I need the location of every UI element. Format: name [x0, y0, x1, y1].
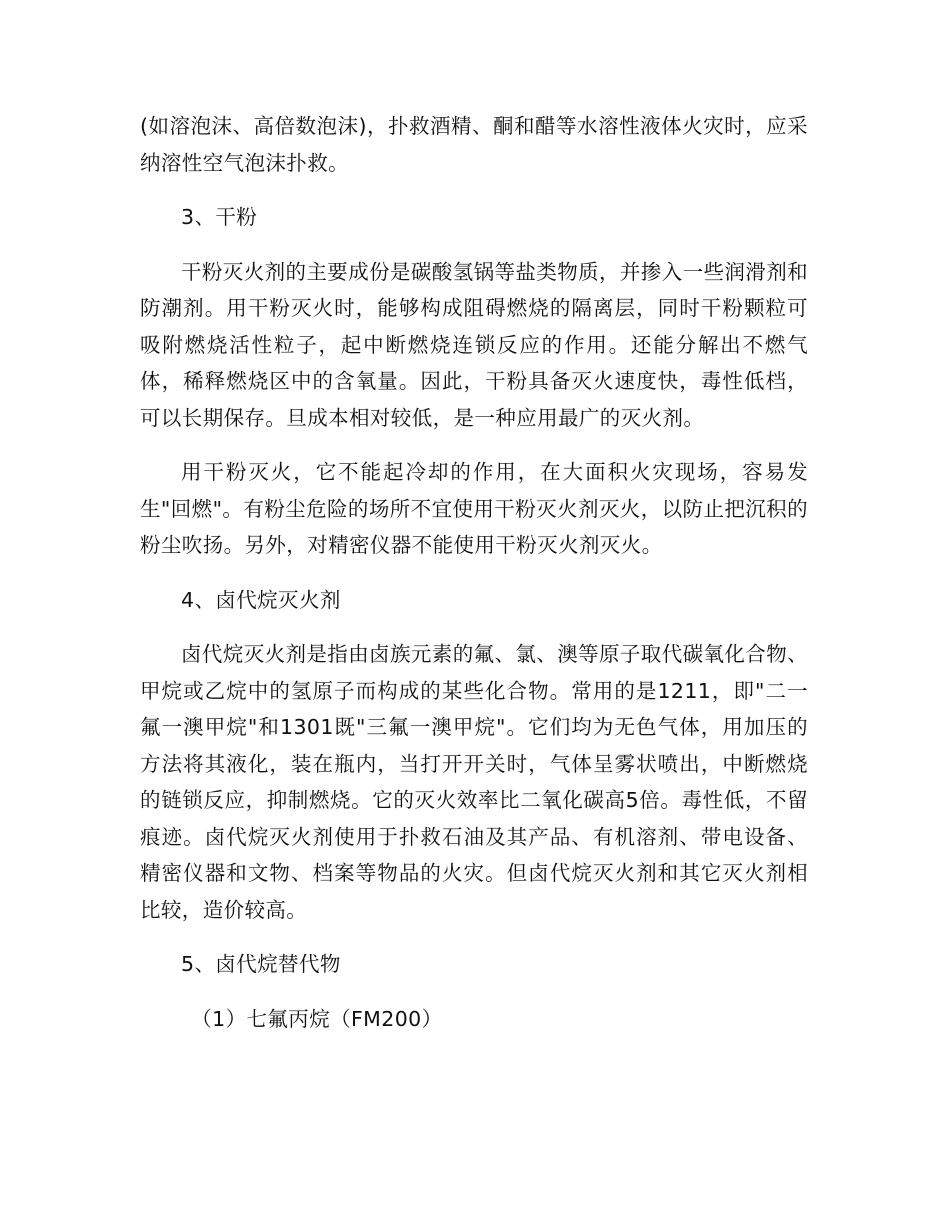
section-heading-dry-powder: 3、干粉	[181, 205, 258, 229]
paragraph-halon-description: 卤代烷灭火剂是指由卤族元素的氟、氯、澳等原子取代碳氧化合物、甲烷或乙烷中的氢原子而构成的某些化合物。常用的是1211，即"二一氟一澳甲烷"和1301既"三氟一澳甲烷"。它们均为无色气体，用加压的方法将其液化，装在瓶内，当打开开关时，气体呈雾状喷出，中断燃烧的链锁反应，抑制燃烧。它的灭火效率比二氧化碳高5倍。毒性低，不留痕迹。卤代烷灭火剂使用于扑救石油及其产品、有机溶剂、带电设备、精密仪器和文物、档案等物品的火灾。但卤代烷灭火剂和其它灭火剂相比较，造价较高。	[140, 642, 808, 922]
paragraph-dry-powder-composition: 干粉灭火剂的主要成份是碳酸氢锅等盐类物质，并掺入一些润滑剂和防潮剂。用干粉灭火时，能够构成阻碍燃烧的隔离层，同时干粉颗粒可吸附燃烧活性粒子，起中断燃烧连锁反应的作用。还能分解出不燃气体，稀释燃烧区中的含氧量。因此，干粉具备灭火速度快，毒性低档，可以长期保存。旦成本相对较低，是一种应用最广的灭火剂。	[140, 259, 808, 430]
section-heading-halon: 4、卤代烷灭火剂	[181, 587, 341, 612]
section-heading-halon-substitutes: 5、卤代烷替代物	[181, 952, 341, 976]
paragraph-dry-powder-limitations: 用干粉灭火，它不能起冷却的作用，在大面积火灾现场，容易发生"回燃"。有粉尘危险的场所不宜使用干粉灭火剂灭火，以防止把沉积的粉尘吹扬。另外，对精密仪器不能使用干粉灭火剂灭火。	[140, 460, 808, 557]
paragraph-continuation: (如溶泡沫、高倍数泡沫)，扑救酒精、酮和醋等水溶性液体火灾时，应采纳溶性空气泡沫扑救。	[140, 114, 808, 175]
document-body	[140, 108, 808, 1055]
subsection-heading-fm200: （1）七氟丙烷（FM200）	[191, 1006, 443, 1031]
